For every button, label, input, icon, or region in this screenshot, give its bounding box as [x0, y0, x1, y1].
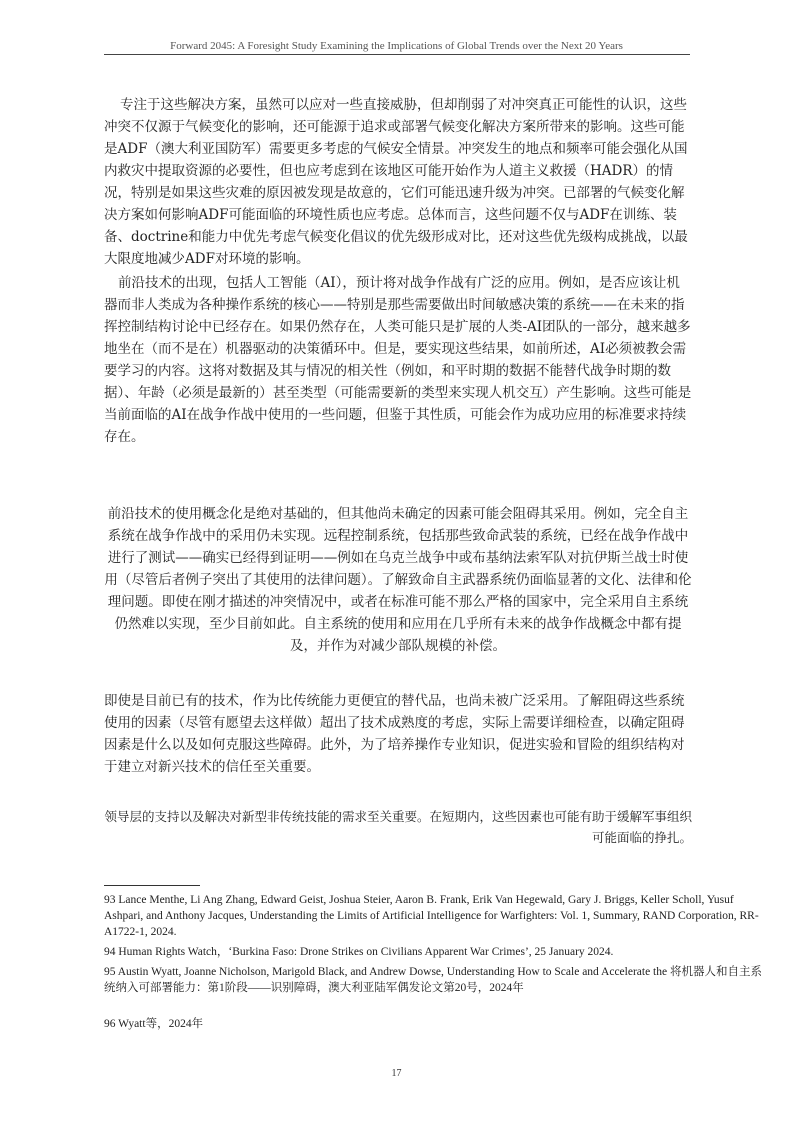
footnote-93: 93 Lance Menthe, Li Ang Zhang, Edward Geist, Joshua Steier, Aaron B. Frank, Erik Van Hegewald, Gary J. Briggs, Keller Scholl, Yusuf Ashpari, and Anthony Jacques, Understanding the Limits of Artificial Intelligence for Warfighters: Vol. 1, Summary, RAND Corporation, RR-A1722-1, 2024. — [104, 894, 759, 938]
body-paragraph-4: 即使是目前已有的技术，作为比传统能力更便宜的替代品，也尚未被广泛采用。了解阻碍这些系统使用的因素（尽管有愿望去这样做）超出了技术成熟度的考虑，实际上需要详细检查，以确定阻碍因素是什么以及如何克服这些障碍。此外，为了培养操作专业知识，促进实验和冒险的组织结构对于建立对新兴技术的信任至关重要。 — [104, 693, 685, 775]
body-paragraph-3: 前沿技术的使用概念化是绝对基础的，但其他尚未确定的因素可能会阻碍其采用。例如，完全自主系统在战争作战中的采用仍未实现。远程控制系统，包括那些致命武装的系统，已经在战争作战中进行了测试——确实已经得到证明——例如在乌克兰战争中或布基纳法索军队对抗伊斯兰战士时使用（尽管后者例子突出了其使用的法律问题）。了解致命自主武器系统仍面临显著的文化、法律和伦理问题。即使在刚才描述的冲突情况中，或者在标准可能不那么严格的国家中，完全采用自主系统仍然难以实现，至少目前如此。自主系统的使用和应用在几乎所有未来的战争作战概念中都有提及，并作为对减少部队规模的补偿。 — [104, 506, 692, 654]
footnote-96: 96 Wyatt等，2024年 — [104, 1018, 204, 1030]
body-paragraph-2: 前沿技术的出现，包括人工智能（AI），预计将对战争作战有广泛的应用。例如，是否应该让机器而非人类成为各种操作系统的核心——特别是那些需要做出时间敏感决策的系统——在未来的指挥控制结构讨论中已经存在。如果仍然存在，人类可能只是扩展的人类-AI团队的一部分，越来越多地坐在（而不是在）机器驱动的决策循环中。但是，要实现这些结果，如前所述，AI必须被教会需要学习的内容。这将对数据及其与情况的相关性（例如，和平时期的数据不能替代战争时期的数据）、年龄（必须是最新的）甚至类型（可能需要新的类型来实现人机交互）产生影响。这些可能是当前面临的AI在战争作战中使用的一些问题，但鉴于其性质，可能会作为成功应用的标准要求持续存在。 — [104, 275, 692, 445]
body-paragraph-1: 专注于这些解决方案，虽然可以应对一些直接威胁，但却削弱了对冲突真正可能性的认识，这些冲突不仅源于气候变化的影响，还可能源于追求或部署气候变化解决方案所带来的影响。这些可能是ADF（澳大利亚国防军）需要更多考虑的气候安全情景。冲突发生的地点和频率可能会强化从国内救灾中提取资源的必要性，但也应考虑到在该地区可能开始作为人道主义救援（HADR）的情况，特别是如果这些灾难的原因被发现是故意的，它们可能迅速升级为冲突。已部署的气候变化解决方案如何影响ADF可能面临的环境性质也应考虑。总体而言，这些问题不仅与ADF在训练、装备、doctrine和能力中优先考虑气候变化倡议的优先级形成对比，还对这些优先级构成挑战，以最大限度地减少ADF对环境的影响。 — [104, 97, 688, 267]
running-header: Forward 2045: A Foresight Study Examining the Implications of Global Trends over the Next 20 Years — [170, 40, 623, 52]
body-paragraph-5: 领导层的支持以及解决对新型非传统技能的需求至关重要。在短期内，这些因素也可能有助于缓解军事组织可能面临的挣扎。 — [104, 809, 692, 845]
header-divider — [104, 54, 690, 55]
footnote-95: 95 Austin Wyatt, Joanne Nicholson, Marigold Black, and Andrew Dowse, Understanding How to Scale and Accelerate the 将机器人和自主系统纳入可部署能力：第1阶段——识别障碍，澳大利亚陆军偶发论文第20号，2024年 — [104, 966, 762, 994]
page-number: 17 — [391, 1068, 402, 1079]
footnote-divider — [104, 885, 200, 886]
footnote-94: 94 Human Rights Watch，‘Burkina Faso: Drone Strikes on Civilians Apparent War Crimes’, 25 January 2024. — [104, 946, 614, 958]
